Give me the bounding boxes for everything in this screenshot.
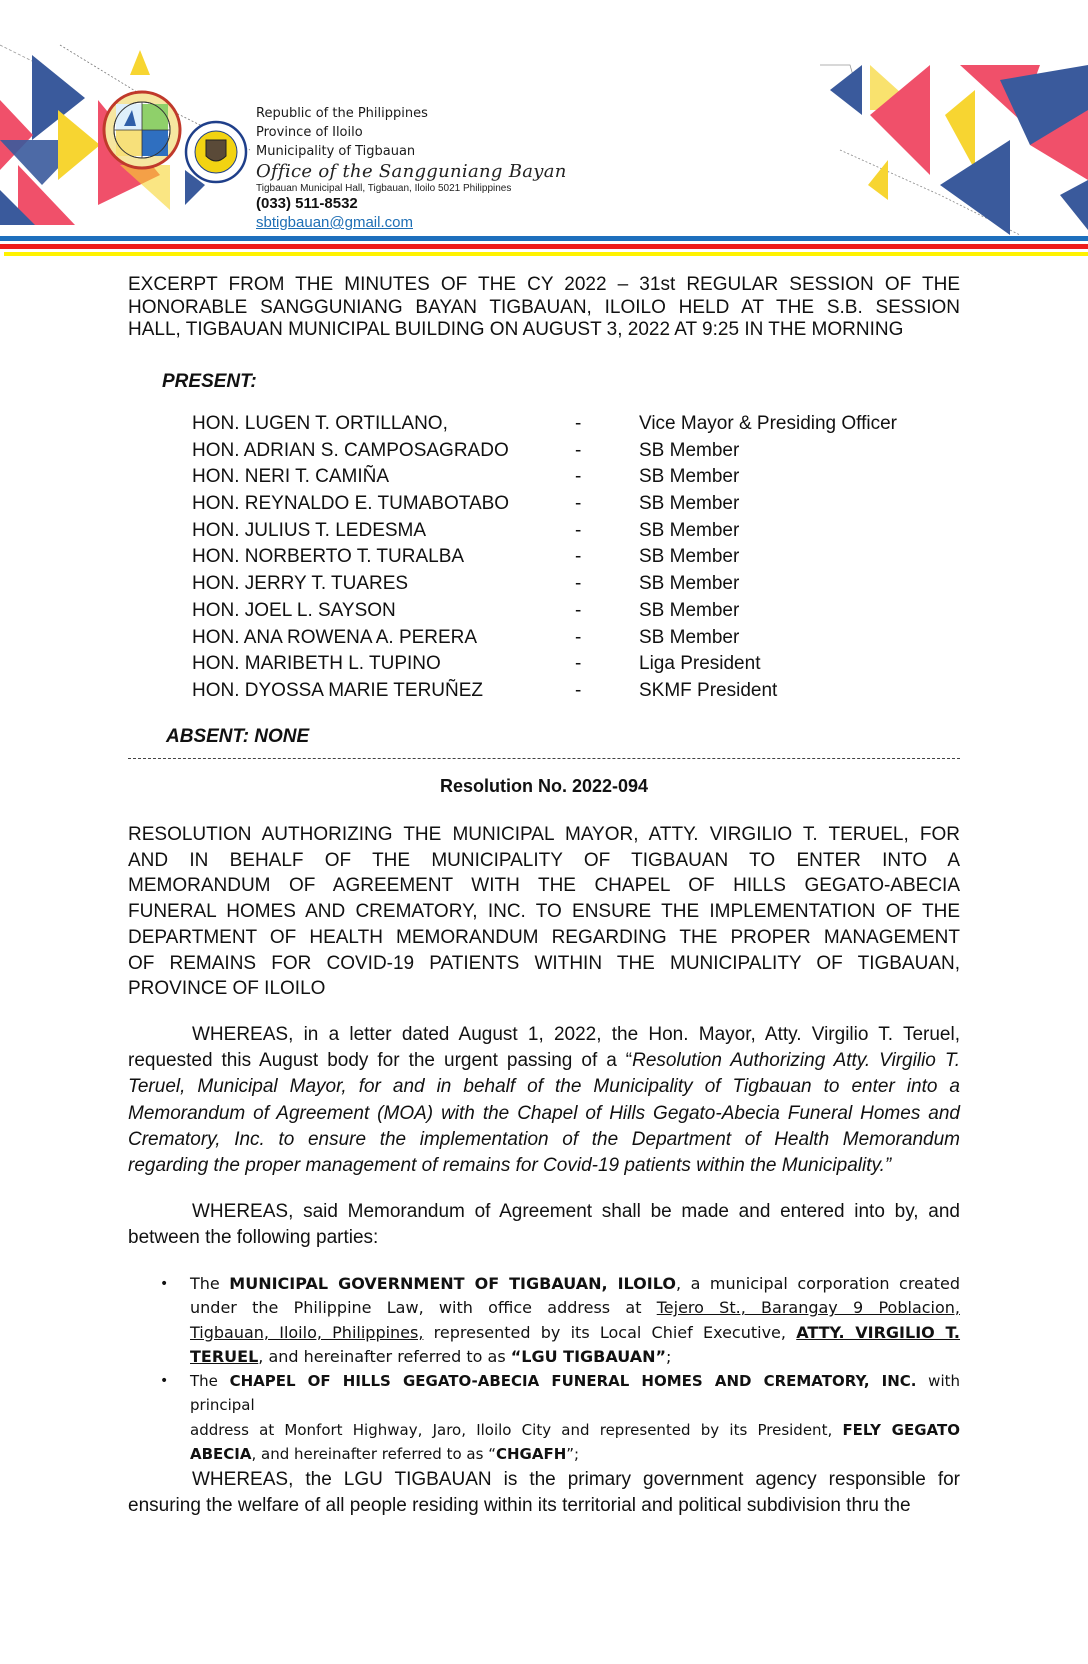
party-line: The MUNICIPAL GOVERNMENT OF TIGBAUAN, ILOILO, a municipal corporation created [190,1274,961,1293]
attendee-role: SB Member [639,546,740,568]
attendee-row [192,600,952,627]
party-address: Tejero St., Barangay 9 Poblacion, [656,1298,960,1318]
paragraph-line: Teruel, Municipal Mayor, for and in behalf of the Municipality of Tigbauan to enter into a [128,1076,960,1098]
party-line: under the Philippine Law, with office address at Tejero St., Barangay 9 Poblacion, [190,1298,960,1318]
attendee-name: HON. NORBERTO T. TURALBA [192,546,465,568]
attendee-role: SB Member [639,626,740,648]
excerpt-line: EXCERPT FROM THE MINUTES OF THE CY 2022 – 31st REGULAR SESSION OF THE [128,274,960,295]
resolution-title-line: AND IN BEHALF OF THE MUNICIPALITY OF TIGBAUAN TO ENTER INTO A [128,849,960,871]
attendee-name: HON. ADRIAN S. CAMPOSAGRADO [192,439,509,461]
municipality-seal-icon [102,90,182,170]
attendee-role: SB Member [639,519,740,541]
attendee-separator: - [575,439,582,461]
paragraph-line: WHEREAS, the LGU TIGBAUAN is the primary government agency responsible for [192,1469,960,1490]
header-stripe-blue [0,236,1088,241]
resolution-title-line: PROVINCE OF ILOILO [128,978,326,1000]
absent-label: ABSENT: NONE [166,726,310,747]
party-representative: ATTY. VIRGILIO T. [796,1322,961,1342]
dashed-separator [128,758,960,759]
attendee-name: HON. REYNALDO E. TUMABOTABO [192,493,510,515]
paragraph-line: ensuring the welfare of all people residing within its territorial and political subdivision thru the [128,1495,911,1517]
attendee-row [192,493,952,520]
resolution-title-line: MEMORANDUM OF AGREEMENT WITH THE CHAPEL OF HILLS GEGATO-ABECIA [128,875,960,897]
parties-list [158,1272,960,1466]
attendee-name: HON. JULIUS T. LEDESMA [192,519,427,541]
attendee-separator: - [575,413,582,434]
sangguniang-bayan-seal-icon [184,120,248,184]
header-stripe-red [0,244,1088,249]
attendee-row [192,440,952,467]
minutes-excerpt-heading [128,274,960,342]
paragraph-line: regarding the proper management of remains for Covid-19 patients within the Municipality.” [128,1155,892,1177]
party-name: MUNICIPAL GOVERNMENT OF TIGBAUAN, ILOILO [229,1274,676,1293]
party-alias: “LGU TIGBAUAN” [510,1346,667,1366]
party-line: The CHAPEL OF HILLS GEGATO-ABECIA FUNERAL HOMES AND CREMATORY, INC. with principal [190,1372,961,1415]
attendee-separator: - [575,653,582,675]
bullet-icon: • [160,1276,169,1292]
resolution-title-line: DEPARTMENT OF HEALTH MEMORANDUM REGARDING THE PROPER MANAGEMENT [128,926,960,948]
header-stripe-yellow [4,252,1088,256]
party-representative: FELY GEGATO [842,1420,960,1439]
attendee-row [192,520,952,547]
attendee-row [192,546,952,573]
paragraph-line [128,1048,960,1074]
blue-triangle [1060,180,1088,230]
party-line: address at Monfort Highway, Jaro, Iloilo City and represented by its President, FELY GEGATO [190,1420,960,1439]
party-alias: CHGAFH [495,1445,567,1464]
yellow-triangle [58,110,100,180]
province-line: Province of Iloilo [256,125,363,140]
whereas-paragraph-2 [128,1199,960,1251]
attendee-row [192,680,952,707]
paragraph-line: Crematory, Inc. to ensure the implementation of the Department of Health Memorandum [128,1128,960,1150]
plain-text: requested this August body for the urgent passing of a “ [128,1050,633,1072]
attendee-role: Liga President [639,653,761,675]
resolution-title [128,822,960,1002]
attendee-role: SB Member [639,493,740,515]
whereas-paragraph-3 [128,1467,960,1519]
attendee-row [192,653,952,680]
attendee-row [192,573,952,600]
party-item-chgafh [158,1369,960,1466]
attendee-name: HON. LUGEN T. ORTILLANO, [192,413,448,434]
attendee-name: HON. JERRY T. TUARES [192,573,409,595]
attendee-separator: - [575,679,582,701]
party-line: Tigbauan, Iloilo, Philippines, represented by its Local Chief Executive, ATTY. VIRGILIO T. [190,1322,961,1342]
attendee-role: Vice Mayor & Presiding Officer [639,413,898,434]
attendee-row [192,466,952,493]
attendee-role: SB Member [639,573,740,595]
letterhead-header [0,0,1088,262]
resolution-title-line: OF REMAINS FOR COVID-19 PATIENTS WITHIN THE MUNICIPALITY OF TIGBAUAN, [128,952,960,974]
attendee-separator: - [575,493,582,515]
attendee-name: HON. ANA ROWENA A. PERERA [192,626,478,648]
attendee-list [192,413,952,707]
paragraph-line: WHEREAS, in a letter dated August 1, 2022, the Hon. Mayor, Atty. Virgilio T. Teruel, [192,1024,960,1045]
attendee-row [192,413,952,440]
attendee-separator: - [575,519,582,541]
party-item-lgu [158,1272,960,1369]
quoted-title: Resolution Authorizing Atty. Virgilio T. [632,1050,961,1072]
resolution-number: Resolution No. 2022-094 [439,776,649,796]
attendee-role: SB Member [639,466,740,488]
attendee-role: SB Member [639,439,740,461]
paragraph-line: WHEREAS, said Memorandum of Agreement shall be made and entered into by, and [192,1201,960,1222]
yellow-small-triangle [868,160,888,200]
attendee-separator: - [575,466,582,488]
attendee-name: HON. MARIBETH L. TUPINO [192,653,441,675]
right-geometric-decoration [820,55,1088,235]
attendee-separator: - [575,626,582,648]
resolution-title-line: FUNERAL HOMES AND CREMATORY, INC. TO ENSURE THE IMPLEMENTATION OF THE [128,901,960,923]
yellow-small-triangle [130,50,150,75]
letterhead-text [256,104,567,233]
republic-line: Republic of the Philippines [256,106,428,121]
attendee-role: SKMF President [639,679,778,701]
office-email-link[interactable]: sbtigbauan@gmail.com [256,214,413,231]
attendee-separator: - [575,546,582,568]
bullet-icon: • [160,1373,169,1390]
resolution-title-line: RESOLUTION AUTHORIZING THE MUNICIPAL MAYOR, ATTY. VIRGILIO T. TERUEL, FOR [128,824,960,845]
paragraph-line: Memorandum of Agreement (MOA) with the Chapel of Hills Gegato-Abecia Funeral Homes and [128,1102,960,1124]
office-phone: (033) 511-8532 [256,195,358,212]
party-line: TERUEL, and hereinafter referred to as “LGU TIGBAUAN”; [190,1346,672,1366]
yellow-triangle [945,90,975,170]
paragraph-line: between the following parties: [128,1227,379,1249]
present-label: PRESENT: [162,371,257,392]
municipality-line: Municipality of Tigbauan [256,144,416,159]
party-name: CHAPEL OF HILLS GEGATO-ABECIA FUNERAL HOMES AND CREMATORY, INC. [229,1372,917,1391]
party-representative: ABECIA [190,1445,252,1464]
whereas-paragraph-1 [128,1022,960,1179]
attendee-name: HON. NERI T. CAMIÑA [192,466,390,488]
attendee-name: HON. DYOSSA MARIE TERUÑEZ [192,679,484,701]
party-line: ABECIA, and hereinafter referred to as “CHGAFH”; [190,1445,580,1464]
attendee-row [192,627,952,654]
blue-triangle [830,65,862,115]
attendee-separator: - [575,573,582,595]
party-representative: TERUEL [190,1346,259,1366]
excerpt-line: HALL, TIGBAUAN MUNICIPAL BUILDING ON AUGUST 3, 2022 AT 9:25 IN THE MORNING [128,319,904,340]
attendee-name: HON. JOEL L. SAYSON [192,599,396,621]
attendee-separator: - [575,599,582,621]
excerpt-line: HONORABLE SANGGUNIANG BAYAN TIGBAUAN, ILOILO HELD AT THE S.B. SESSION [128,296,960,318]
office-name: Office of the Sangguniang Bayan [256,161,567,182]
office-address: Tigbauan Municipal Hall, Tigbauan, Iloilo 5021 Philippines [256,183,512,194]
party-address: Tigbauan, Iloilo, Philippines, [190,1322,424,1342]
attendee-role: SB Member [639,599,740,621]
